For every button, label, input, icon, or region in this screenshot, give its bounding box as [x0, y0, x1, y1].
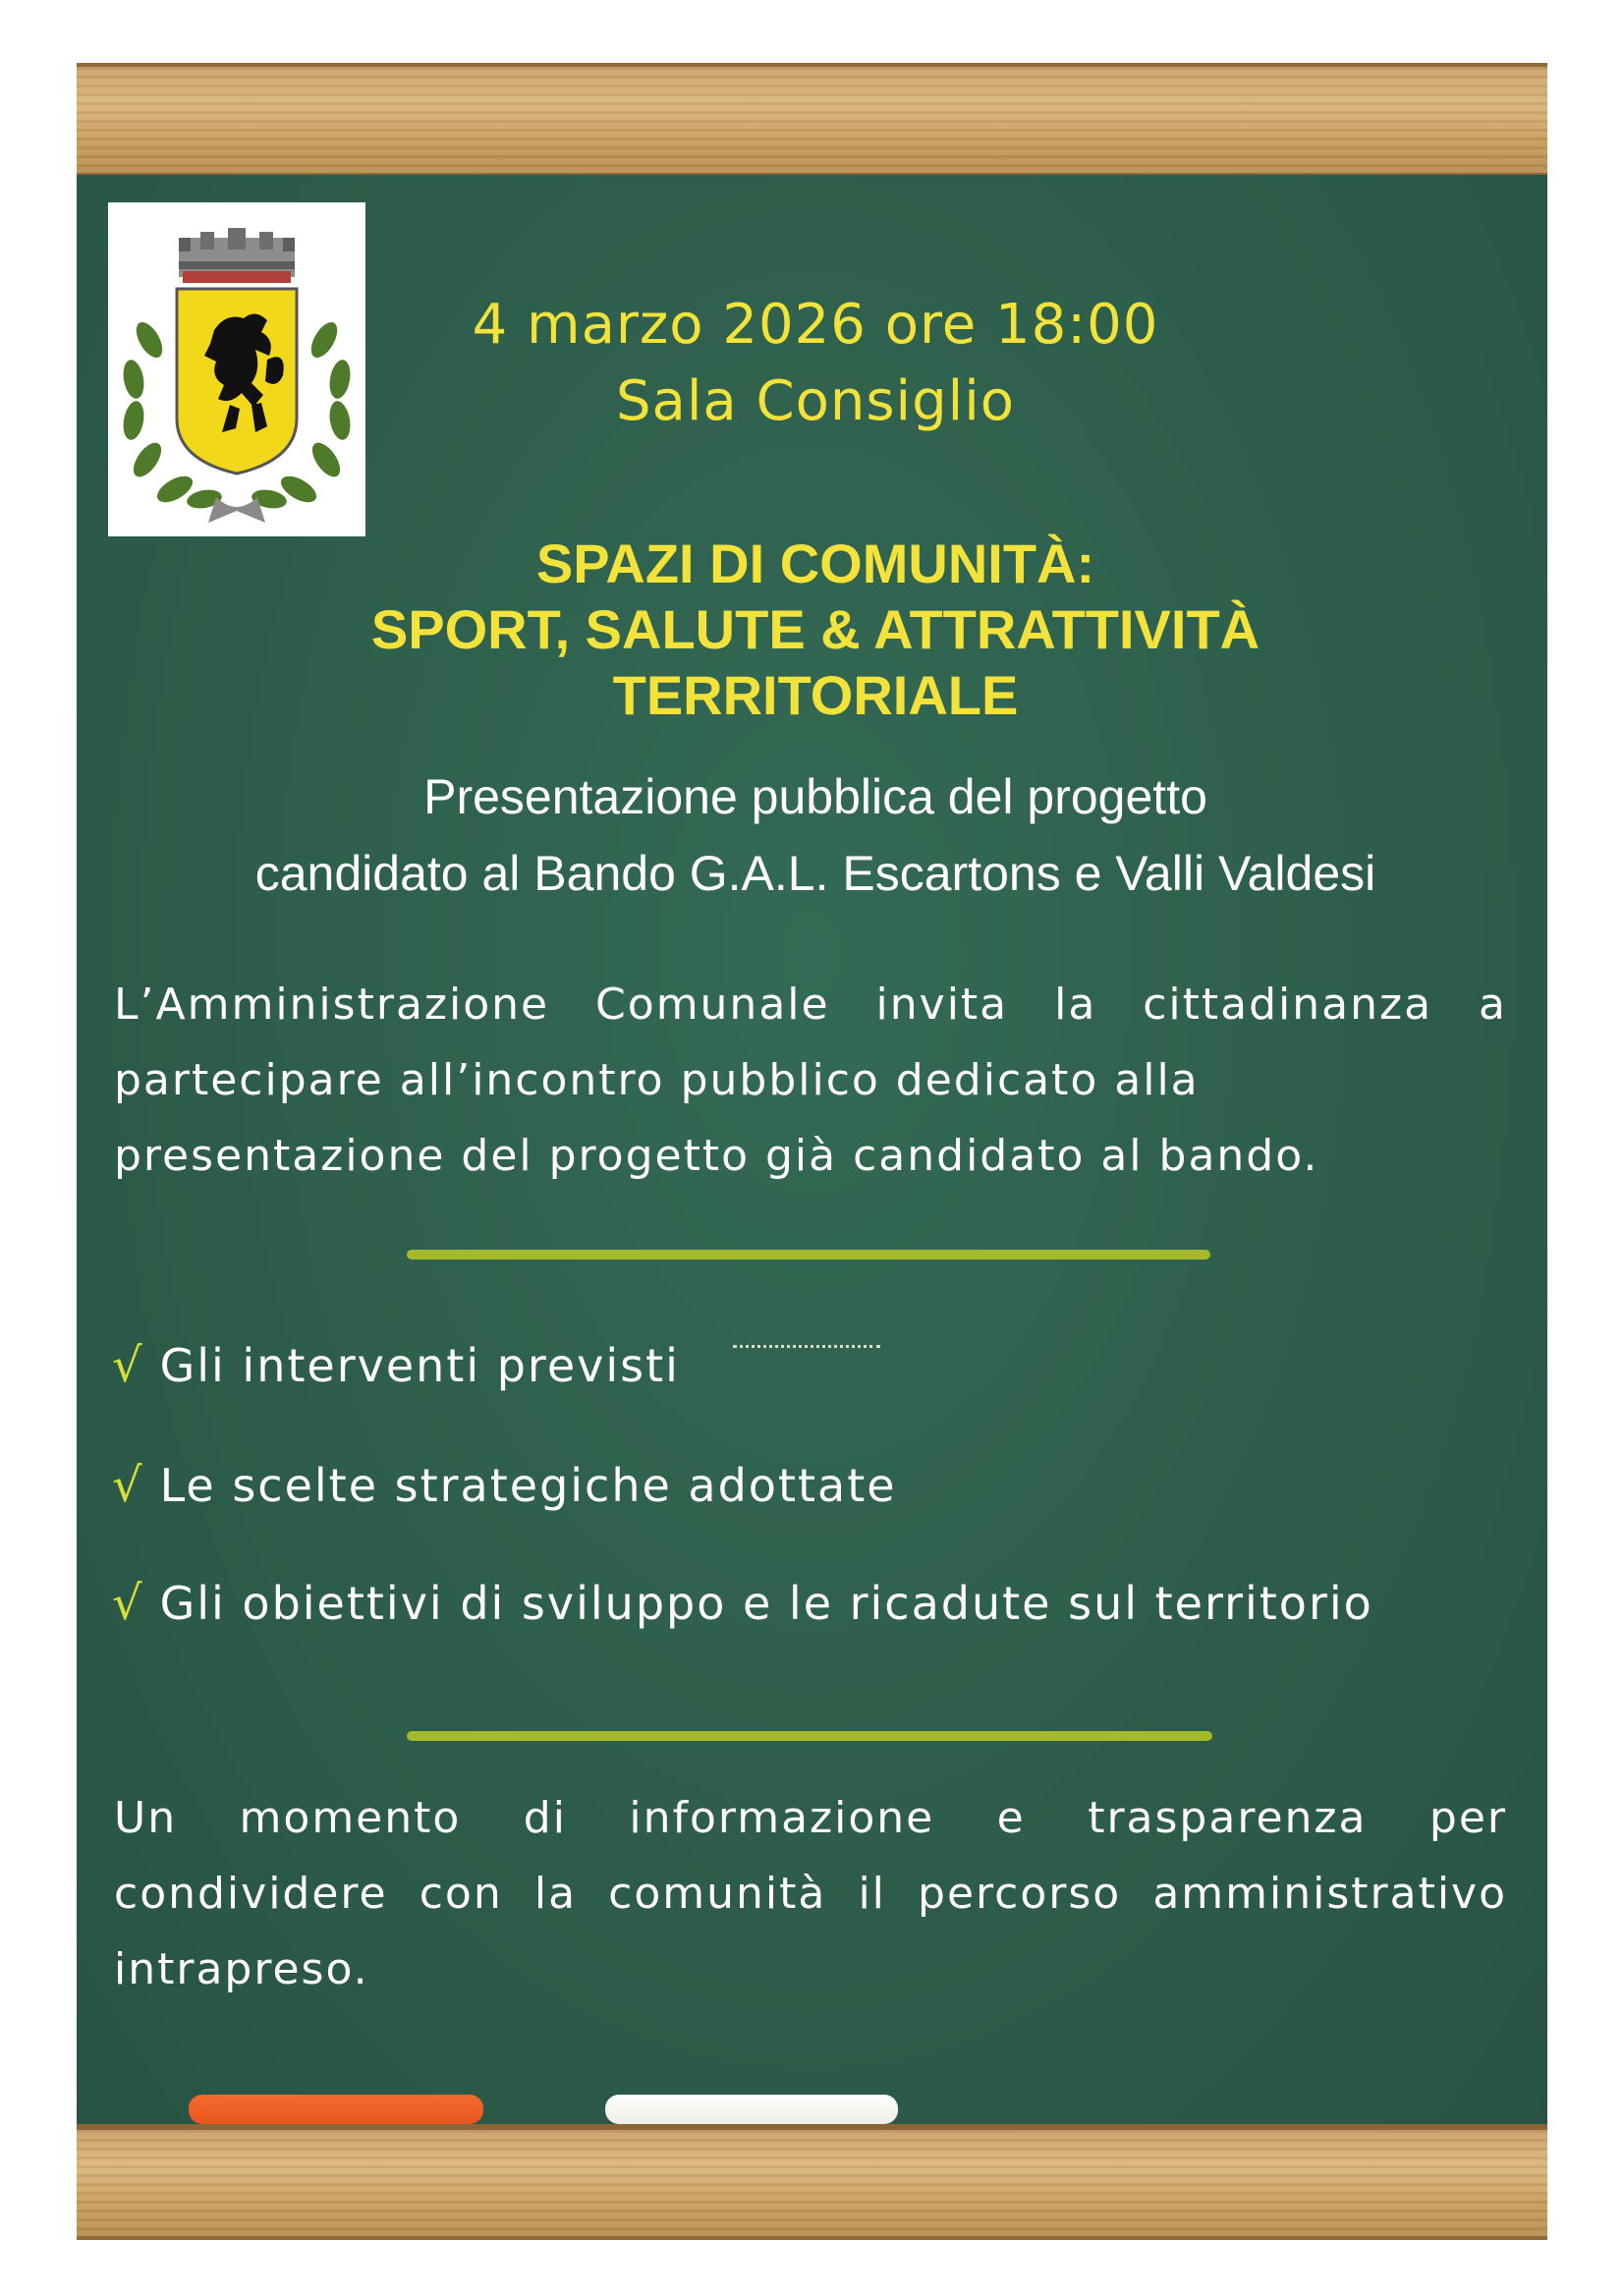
title-line: SPORT, SALUTE & ATTRATTIVITÀ — [370, 598, 1260, 660]
municipal-crest-icon — [108, 202, 365, 536]
closing-paragraph — [114, 1780, 1507, 2007]
chalkboard-bottom-frame — [77, 2124, 1547, 2240]
list-item — [112, 1338, 680, 1393]
divider-line — [407, 1731, 1212, 1741]
check-icon: √ — [112, 1458, 144, 1513]
intro-line: presentazione del progetto già candidato al bando. — [114, 1131, 1319, 1181]
poster-title — [275, 531, 1356, 728]
check-icon: √ — [112, 1576, 144, 1631]
intro-line: L’Amministrazione Comunale invita la cittadinanza a — [114, 980, 1507, 1030]
list-item-text: Gli obiettivi di sviluppo e le ricadute sul territorio — [159, 1577, 1373, 1630]
closing-line: condividere con la comunità il percorso amministrativo — [114, 1869, 1507, 1919]
divider-line — [407, 1250, 1210, 1260]
list-item-text: Gli interventi previsti — [159, 1339, 680, 1392]
intro-line: partecipare all’incontro pubblico dedicato alla — [114, 1055, 1200, 1105]
list-item-text: Le scelte strategiche adottate — [159, 1459, 897, 1512]
chalkboard-top-frame — [77, 63, 1547, 179]
intro-paragraph — [114, 967, 1507, 1194]
chalk-stick-white — [605, 2095, 898, 2124]
event-location: Sala Consiglio — [615, 369, 1016, 433]
title-line: TERRITORIALE — [612, 664, 1019, 726]
closing-line: Un momento di informazione e trasparenza per — [114, 1793, 1507, 1843]
list-item — [112, 1458, 897, 1513]
subtitle-line: Presentazione pubblica del progetto — [423, 769, 1207, 824]
title-line: SPAZI DI COMUNITÀ: — [535, 532, 1095, 594]
closing-line: intrapreso. — [114, 1944, 369, 1994]
dotted-mark — [733, 1345, 880, 1351]
subtitle-line: candidato al Bando G.A.L. Escartons e Valli Valdesi — [254, 846, 1376, 901]
event-date-time: 4 marzo 2026 ore 18:00 — [472, 293, 1159, 357]
poster-subtitle — [138, 758, 1493, 912]
chalk-stick-orange — [189, 2095, 483, 2124]
check-icon: √ — [112, 1338, 144, 1393]
list-item — [112, 1576, 1373, 1631]
